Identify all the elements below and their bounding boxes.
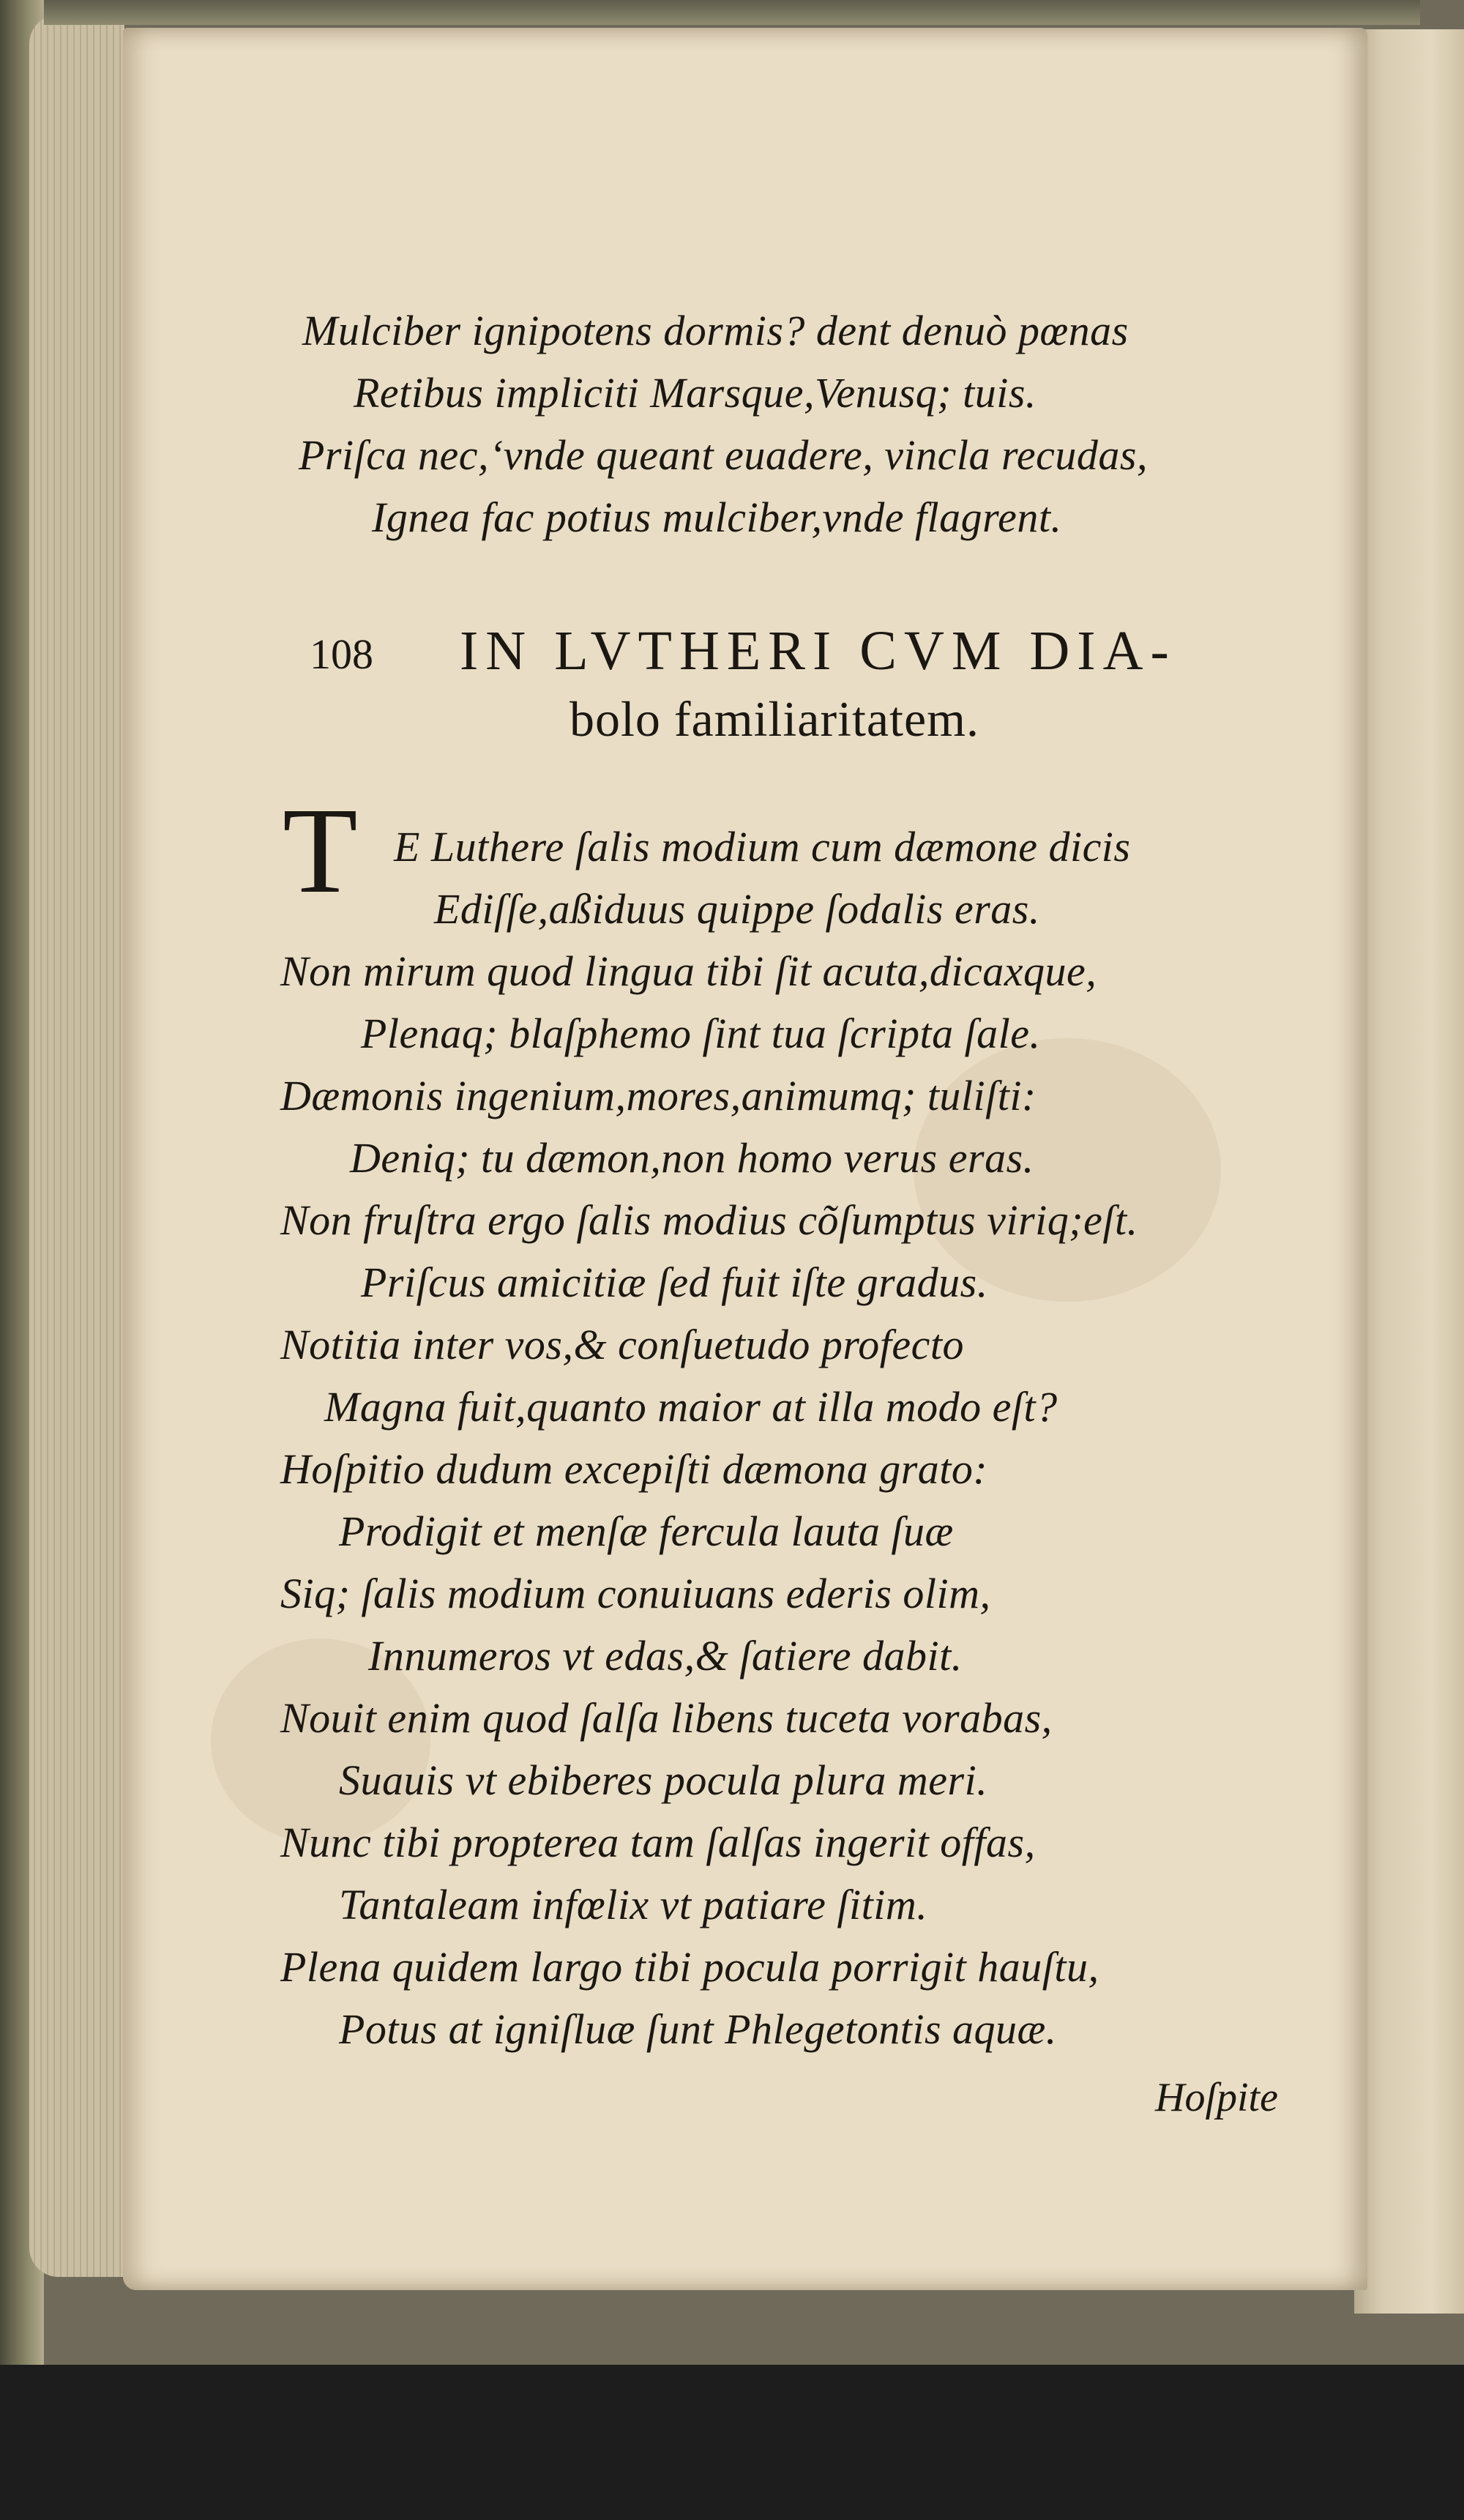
top-line: Ignea fac potius mulciber,vnde flagrent. bbox=[372, 493, 1062, 541]
catchword: Hoſpite bbox=[1155, 2075, 1278, 2120]
top-line: Retibus impliciti Marsque,Venusq; tuis. bbox=[354, 369, 1037, 417]
heading-line-1: IN LVTHERI CVM DIA- bbox=[460, 620, 1176, 682]
poem-line: Non fruſtra ergo ſalis modius cõſumptus viriq;eſt. bbox=[280, 1196, 1138, 1244]
poem-line: Notitia inter vos,& conſuetudo profecto bbox=[280, 1321, 964, 1368]
table-surface bbox=[0, 2365, 1464, 2520]
book-cover-top bbox=[44, 0, 1420, 25]
poem-line: Potus at igniſluæ ſunt Phlegetontis aquæ. bbox=[339, 2005, 1057, 2053]
heading-line-2: bolo familiaritatem. bbox=[569, 691, 980, 747]
facing-page bbox=[1354, 29, 1464, 2314]
poem-line: Plena quidem largo tibi pocula porrigit hauſtu, bbox=[280, 1943, 1099, 1991]
poem-line: Innumeros vt edas,& ſatiere dabit. bbox=[368, 1632, 963, 1680]
poem-line: Nouit enim quod ſalſa libens tuceta vorabas, bbox=[280, 1694, 1053, 1742]
top-line: Mulciber ignipotens dormis? dent denuò pœnas bbox=[302, 307, 1129, 354]
poem-line: Nunc tibi propterea tam ſalſas ingerit offas, bbox=[280, 1819, 1036, 1866]
drop-cap: T bbox=[283, 783, 358, 919]
poem-line: Prodigit et menſæ fercula lauta ſuæ bbox=[339, 1507, 954, 1555]
page-number: 108 bbox=[310, 630, 373, 678]
poem-line: Hoſpitio dudum excepiſti dæmona grato: bbox=[280, 1445, 988, 1493]
poem-line: Priſcus amicitiæ ſed fuit iſte gradus. bbox=[361, 1259, 988, 1306]
top-line: Priſca nec,‘vnde queant euadere, vincla recudas, bbox=[299, 431, 1148, 479]
poem-line: Dæmonis ingenium,mores,animumq; tuliſti: bbox=[280, 1072, 1037, 1119]
page-edges bbox=[29, 15, 124, 2277]
book-page bbox=[123, 28, 1367, 2290]
poem-line: Non mirum quod lingua tibi ſit acuta,dicaxque, bbox=[280, 947, 1097, 995]
poem-line: Magna fuit,quanto maior at illa modo eſt? bbox=[324, 1383, 1058, 1431]
poem-line: E Luthere ſalis modium cum dæmone dicis bbox=[394, 823, 1131, 871]
poem-line: Siq; ſalis modium conuiuans ederis olim, bbox=[280, 1570, 991, 1617]
poem-line: Tantaleam infœlix vt patiare ſitim. bbox=[339, 1881, 928, 1928]
poem-line: Ediſſe,aßiduus quippe ſodalis eras. bbox=[434, 885, 1040, 933]
poem-line: Suauis vt ebiberes pocula plura meri. bbox=[339, 1756, 988, 1804]
poem-line: Deniq; tu dæmon,non homo verus eras. bbox=[350, 1134, 1034, 1182]
poem-line: Plenaq; blaſphemo ſint tua ſcripta ſale. bbox=[361, 1010, 1041, 1057]
